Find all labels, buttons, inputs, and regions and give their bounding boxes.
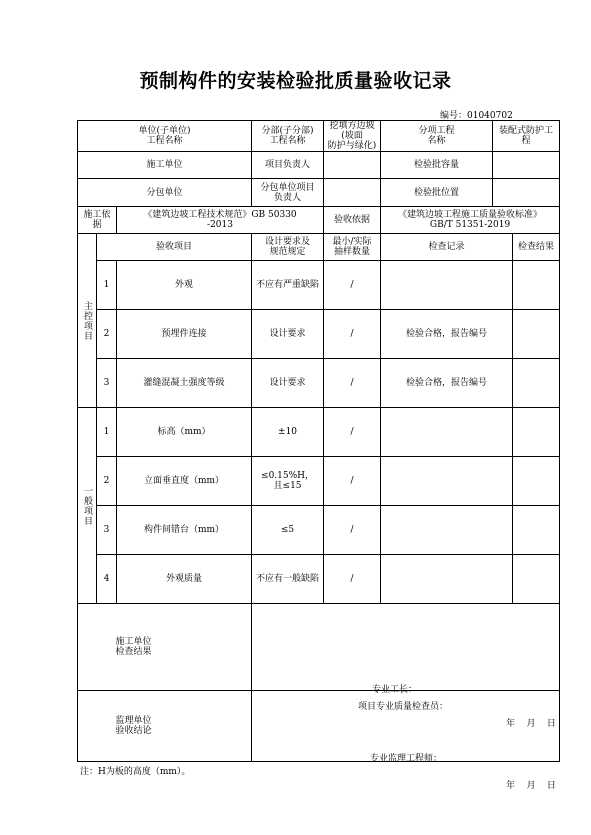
item-sample[interactable]: / (324, 310, 381, 359)
item-sample[interactable]: / (324, 506, 381, 555)
item-name: 外观 (117, 261, 252, 310)
item-name-value[interactable]: 装配式防护工程 (493, 121, 560, 152)
item-requirement: ≤0.15%H， 且≤15 (252, 457, 324, 506)
main-item-row (78, 261, 560, 310)
supervisor-check-label: 监理单位 验收结论 (78, 691, 252, 762)
item-requirement: 设计要求 (252, 310, 324, 359)
item-name: 预埋件连接 (117, 310, 252, 359)
item-requirement: ≤5 (252, 506, 324, 555)
contractor-check-row (78, 604, 560, 691)
item-requirement: ±10 (252, 408, 324, 457)
item-sample[interactable]: / (324, 359, 381, 408)
item-result[interactable] (513, 359, 560, 408)
item-name-label: 分项工程 名称 (381, 121, 493, 152)
header-row-project (78, 121, 560, 152)
item-name: 灌缝混凝土强度等级 (117, 359, 252, 408)
general-item-row (78, 555, 560, 604)
item-name: 构件间错台（mm） (117, 506, 252, 555)
item-sample[interactable]: / (324, 457, 381, 506)
contractor-label: 施工单位 (78, 152, 252, 179)
item-number: 3 (97, 359, 117, 408)
construction-basis-label: 施工依据 (78, 207, 117, 234)
sub-pm-value[interactable] (324, 179, 381, 207)
batch-capacity-label: 检验批容量 (381, 152, 493, 179)
item-number: 2 (97, 457, 117, 506)
subcontractor-label: 分包单位 (78, 179, 252, 207)
item-record[interactable] (381, 408, 513, 457)
main-item-row (78, 359, 560, 408)
col-acceptance-item: 验收项目 (97, 234, 252, 261)
header-row-subcontractor (78, 179, 560, 207)
general-section (78, 408, 97, 604)
main-control-label: 主控项目 (82, 300, 92, 341)
item-requirement: 不应有严重缺陷 (252, 261, 324, 310)
project-manager-label: 项目负责人 (252, 152, 324, 179)
batch-position-label: 检验批位置 (381, 179, 493, 207)
record-number: 编号：01040702 (440, 111, 513, 121)
col-check-result: 检查结果 (513, 234, 560, 261)
item-record[interactable]: 检验合格，报告编号 (381, 359, 513, 408)
col-sample-count: 最小/实际 抽样数量 (324, 234, 381, 261)
division-name-value[interactable]: 挖填方边坡(坡面 防护与绿化) (324, 121, 381, 152)
item-number: 1 (97, 261, 117, 310)
column-header-row (78, 234, 560, 261)
col-check-record: 检查记录 (381, 234, 513, 261)
col-requirement: 设计要求及 规范规定 (252, 234, 324, 261)
item-sample[interactable]: / (324, 555, 381, 604)
contractor-date: 年 月 日 (506, 719, 556, 729)
item-number: 3 (97, 506, 117, 555)
supervising-engineer-label: 专业监理工程师： (370, 754, 443, 764)
item-result[interactable] (513, 310, 560, 359)
item-record[interactable]: 检验合格，报告编号 (381, 310, 513, 359)
item-sample[interactable]: / (324, 408, 381, 457)
contractor-check-area[interactable] (252, 604, 560, 729)
general-label: 一般项目 (82, 485, 92, 526)
item-requirement: 不应有一般缺陷 (252, 555, 324, 604)
general-item-row (78, 408, 560, 457)
item-result[interactable] (513, 506, 560, 555)
item-result[interactable] (513, 457, 560, 506)
quality-inspector-label: 项目专业质量检查员： (358, 702, 449, 712)
supervisor-check-row (78, 691, 560, 762)
main-item-row (78, 310, 560, 359)
division-name-label: 分部(子分部) 工程名称 (252, 121, 324, 152)
unit-name-label: 单位(子单位) 工程名称 (78, 121, 252, 152)
item-number: 1 (97, 408, 117, 457)
batch-capacity-value[interactable] (493, 152, 560, 179)
item-record[interactable] (381, 261, 513, 310)
item-record[interactable] (381, 555, 513, 604)
header-row-contractor (78, 152, 560, 179)
general-item-row (78, 457, 560, 506)
item-record[interactable] (381, 506, 513, 555)
item-number: 4 (97, 555, 117, 604)
main-control-section (78, 234, 97, 408)
contractor-check-label: 施工单位 检查结果 (78, 604, 252, 691)
item-sample[interactable]: / (324, 261, 381, 310)
item-name: 立面垂直度（mm） (117, 457, 252, 506)
item-number: 2 (97, 310, 117, 359)
batch-position-value[interactable] (493, 179, 560, 207)
page-title: 预制构件的安装检验批质量验收记录 (139, 70, 452, 92)
construction-basis-value: 《建筑边坡工程技术规范》GB 50330 -2013 (117, 207, 324, 234)
item-record[interactable] (381, 457, 513, 506)
item-name: 标高（mm） (117, 408, 252, 457)
acceptance-basis-label: 验收依据 (324, 207, 381, 234)
project-manager-value[interactable] (324, 152, 381, 179)
item-result[interactable] (513, 555, 560, 604)
item-requirement: 设计要求 (252, 359, 324, 408)
item-name: 外观质量 (117, 555, 252, 604)
foreman-label: 专业工长： (372, 685, 418, 695)
sub-pm-label: 分包单位项目 负责人 (252, 179, 324, 207)
general-item-row (78, 506, 560, 555)
acceptance-basis-value: 《建筑边坡工程施工质量验收标准》 GB/T 51351-2019 (381, 207, 560, 234)
supervisor-date: 年 月 日 (506, 781, 556, 791)
item-result[interactable] (513, 261, 560, 310)
header-row-basis (78, 207, 560, 234)
item-result[interactable] (513, 408, 560, 457)
footnote: 注：H为板的高度（mm）。 (80, 767, 191, 777)
